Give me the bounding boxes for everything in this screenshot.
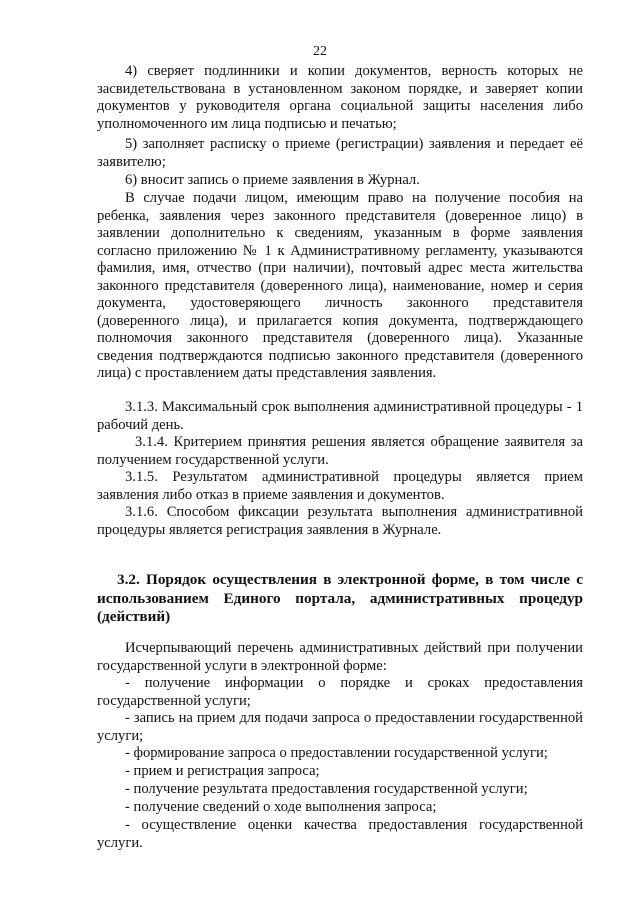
paragraph-action-list-intro: Исчерпывающий перечень административных действий при получении государственной услуги в электронной форме: (97, 640, 583, 674)
list-item-request-formation: - формирование запроса о предоставлении государственной услуги; (125, 745, 548, 761)
paragraph-3-1-4: 3.1.4. Критерием принятия решения является обращение заявителя за получением государственной услуги. (97, 434, 583, 468)
list-item-status: - получение сведений о ходе выполнения запроса; (125, 799, 437, 815)
list-item-registration: - прием и регистрация запроса; (125, 763, 320, 779)
page-number: 22 (313, 44, 327, 59)
paragraph-item-4: 4) сверяет подлинники и копии документов, верность которых не засвидетельствована в установленном законом порядке, и заверяет копии документов у руководителя органа социальной защиты населения либо уполномоченного им лица подписью и печатью; (97, 63, 583, 132)
paragraph-3-1-5: 3.1.5. Результатом административной процедуры является прием заявления либо отказ в приеме заявления и документов. (97, 469, 583, 503)
paragraph-3-1-6: 3.1.6. Способом фиксации результата выполнения административной процедуры является регистрация заявления в Журнале. (97, 504, 583, 538)
list-item-result: - получение результата предоставления государственной услуги; (125, 781, 528, 797)
paragraph-3-1-3: 3.1.3. Максимальный срок выполнения административной процедуры - 1 рабочий день. (97, 399, 583, 433)
list-item-information: - получение информации о порядке и сроках предоставления государственной услуги; (97, 675, 583, 709)
paragraph-item-6: 6) вносит запись о приеме заявления в Журнал. (125, 172, 420, 188)
section-heading-3-2: 3.2. Порядок осуществления в электронной форме, в том числе с использованием Единого портала, административных процедур (действий) (97, 571, 583, 625)
paragraph-representative: В случае подачи лицом, имеющим право на получение пособия на ребенка, заявления через законного представителя (доверенное лицо) в заявлении дополнительно к сведениям, указанным в форме заявления согласно приложению № 1 к Административному регламенту, указываются фамилия, имя, отчество (при наличии), почтовый адрес места жительства законного представителя (доверенного лица), наименование, номер и серия документа, удостоверяющего личность законного представителя (доверенного лица), и прилагается копия документа, подтверждающего полномочия законного представителя (доверенного лица). Указанные сведения подтверждаются подписью законного представителя (доверенного лица) с проставлением даты представления заявления. (97, 190, 583, 381)
list-item-quality-assessment: - осуществление оценки качества предоставления государственной услуги. (97, 817, 583, 851)
paragraph-item-5: 5) заполняет расписку о приеме (регистрации) заявления и передает её заявителю; (97, 136, 583, 170)
list-item-appointment: - запись на прием для подачи запроса о предоставлении государственной услуги; (97, 710, 583, 744)
